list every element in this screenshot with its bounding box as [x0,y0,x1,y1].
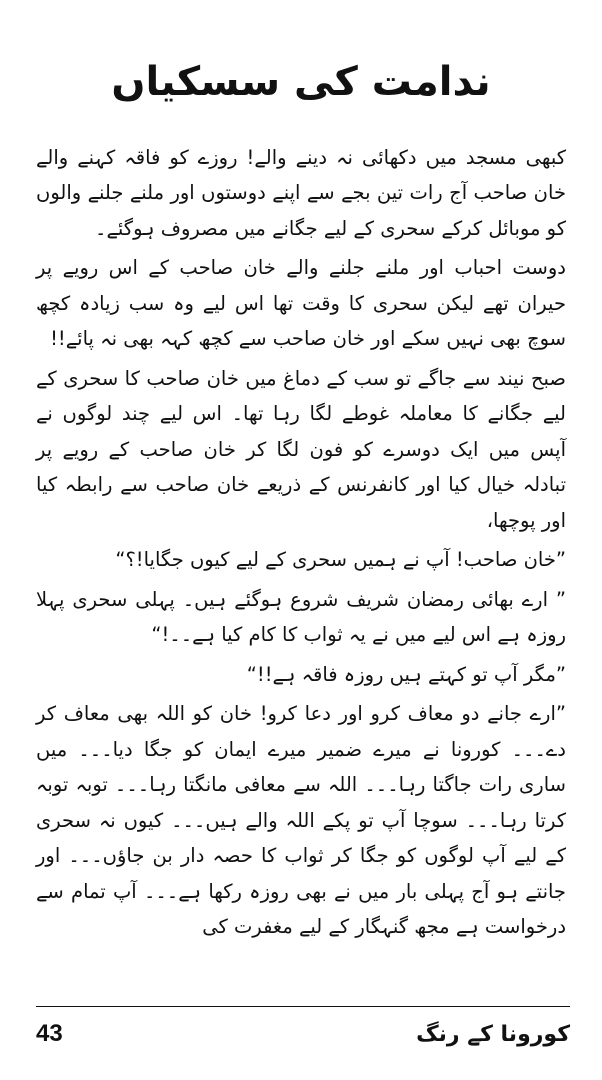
paragraph: دوست احباب اور ملنے جلنے والے خان صاحب کے اس رویے پر حیران تھے لیکن سحری کا وقت تھا اس لیے وہ سب زیادہ کچھ سوچ بھی نہیں سکے اور خان صاحب سے کچھ کہہ بھی نہ پائے!! [36,256,566,351]
chapter-title: ندامت کی سسکیاں [111,59,491,105]
story-body [36,140,566,949]
running-book-title: کورونا کے رنگ [416,1021,570,1047]
dialogue-line: ”ارے جانے دو معاف کرو اور دعا کرو! خان کو اللہ بھی معاف کر دے۔۔۔ کورونا نے میرے ضمیر میرے ایمان کو جگا دیا۔۔۔ میں ساری رات جاگتا رہا۔۔۔ اللہ سے معافی مانگتا رہا۔۔۔ توبہ توبہ کرتا رہا۔۔۔ سوچا آپ تو پکے اللہ والے ہیں۔۔۔ کیوں نہ سحری کے لیے آپ لوگوں کو جگا کر ثواب کا حصہ دار بن جاؤں۔۔۔ اور جانتے ہو آج پہلی بار میں نے بھی روزہ رکھا ہے۔۔۔ آپ تمام سے درخواست ہے مجھ گنہگار کے لیے مغفرت کی [36,702,566,939]
paragraph: صبح نیند سے جاگے تو سب کے دماغ میں خان صاحب کا سحری کے لیے جگانے کا معاملہ غوطے لگا رہا تھا۔ اس لیے چند لوگوں نے آپس میں ایک دوسرے کو فون لگا کر خان صاحب کے رویے پر تبادلہ خیال کیا اور کانفرنس کے ذریعے خان صاحب سے رابطہ کیا اور پوچھا، [36,366,566,532]
page-number: 43 [36,1020,63,1047]
footer-divider [36,1006,570,1007]
dialogue-line: ”خان صاحب! آپ نے ہمیں سحری کے لیے کیوں جگایا!؟“ [115,548,566,572]
dialogue-line: ” ارے بھائی رمضان شریف شروع ہوگئے ہیں۔ پہلی سحری پہلا روزہ ہے اس لیے میں نے یہ ثواب کا کام کیا ہے۔۔!“ [36,587,566,647]
paragraph: کبھی مسجد میں دکھائی نہ دینے والے! روزے کو فاقہ کہنے والے خان صاحب آج رات تین بجے سے اپنے دوستوں اور ملنے جلنے والوں کو موبائل کرکے سحری کے لیے جگانے میں مصروف ہوگئے۔ [36,146,566,240]
dialogue-line: ”مگر آپ تو کہتے ہیں روزہ فاقہ ہے!!“ [246,662,566,686]
page-footer [36,1014,570,1054]
